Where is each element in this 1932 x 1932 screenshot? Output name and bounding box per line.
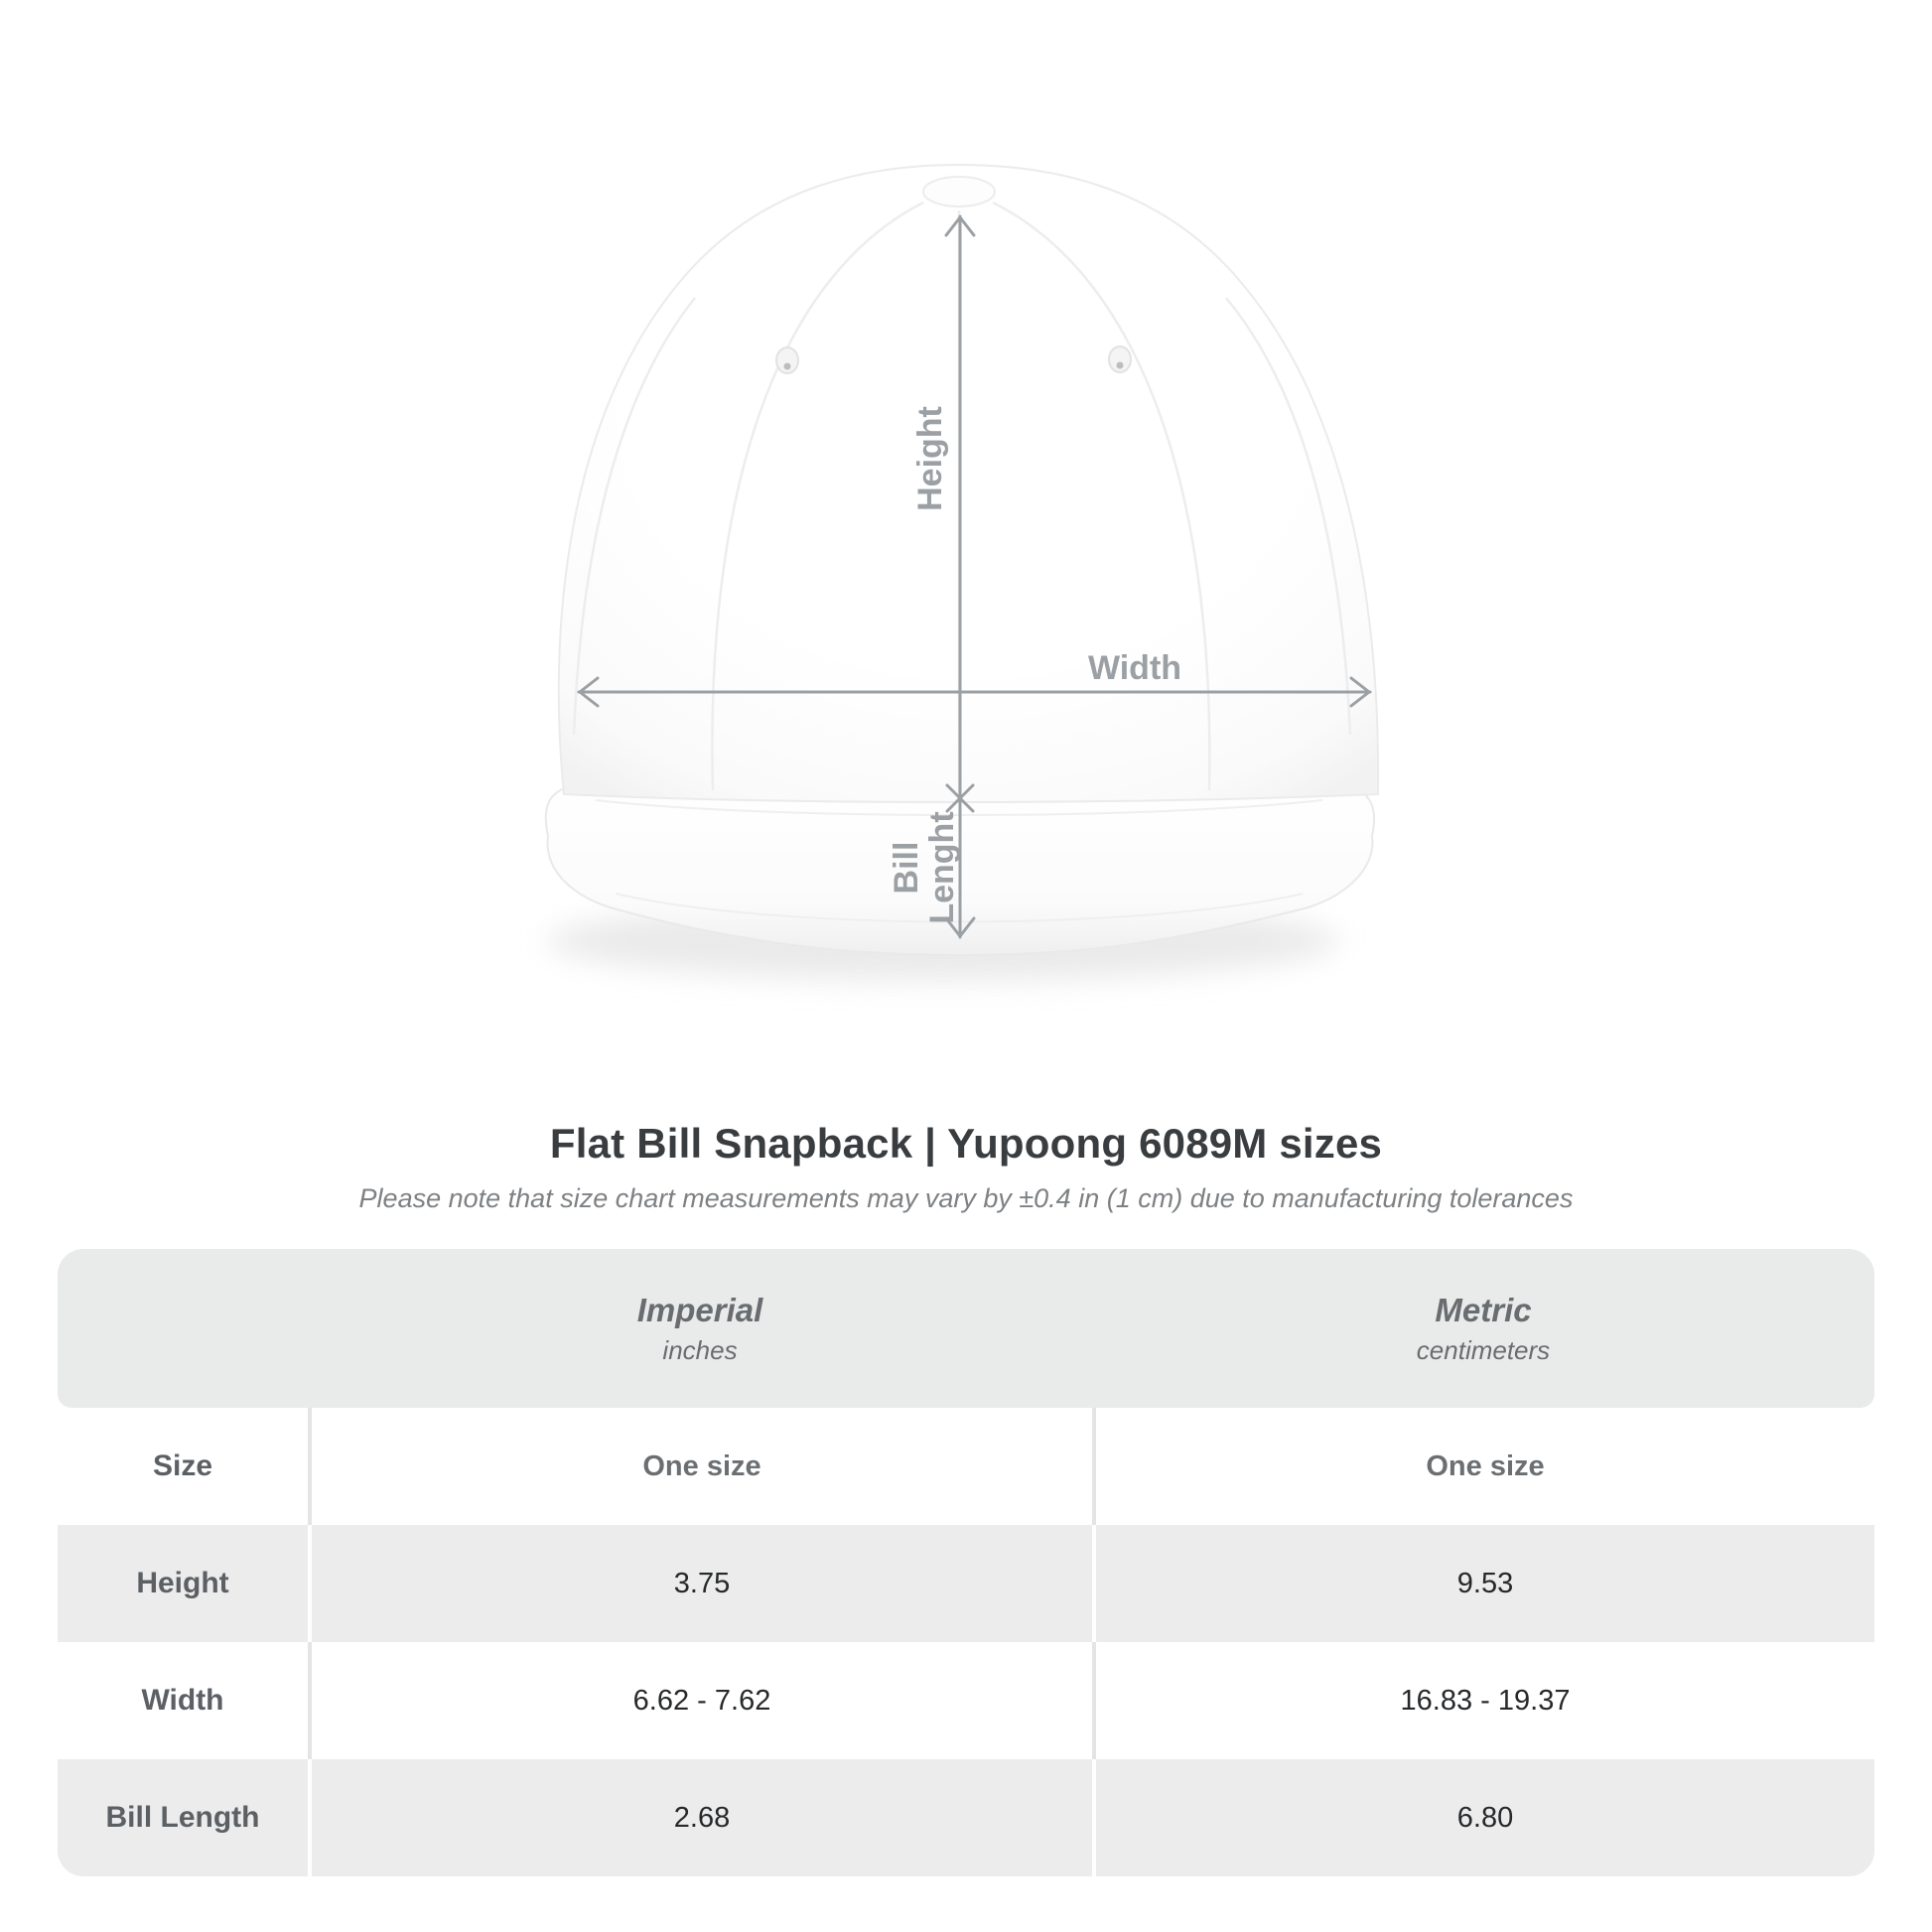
row-label: Height <box>136 1567 229 1599</box>
metric-value-cell <box>1092 1408 1874 1525</box>
imperial-value: 2.68 <box>673 1801 731 1834</box>
right-eyelet <box>1109 346 1131 372</box>
metric-column-title: Metric <box>1435 1291 1532 1328</box>
height-dimension-label: Height <box>911 406 949 511</box>
metric-value: 16.83 - 19.37 <box>1400 1684 1571 1717</box>
table-row-size <box>58 1408 1874 1525</box>
header-spacer-cell <box>58 1249 308 1408</box>
imperial-value-cell <box>308 1525 1092 1642</box>
metric-value: 9.53 <box>1456 1567 1514 1599</box>
size-table <box>58 1249 1874 1876</box>
metric-value-cell <box>1092 1642 1874 1759</box>
hat-crown <box>559 165 1378 802</box>
hat-button <box>923 177 995 207</box>
imperial-column-title: Imperial <box>636 1291 763 1328</box>
imperial-column-unit: inches <box>662 1334 738 1365</box>
page-title: Flat Bill Snapback | Yupoong 6089M sizes <box>549 1120 1383 1167</box>
imperial-value-cell <box>308 1759 1092 1876</box>
row-label: Width <box>141 1684 224 1717</box>
metric-value: 6.80 <box>1456 1801 1514 1834</box>
imperial-value: 3.75 <box>673 1567 731 1599</box>
table-row-height <box>58 1525 1874 1642</box>
imperial-column-header <box>308 1249 1092 1408</box>
imperial-value: One size <box>642 1449 761 1482</box>
tolerance-note: Please note that size chart measurements may vary by ±0.4 in (1 cm) due to manufacturing tolerances <box>358 1183 1574 1213</box>
imperial-value-cell <box>308 1642 1092 1759</box>
metric-column-header <box>1092 1249 1874 1408</box>
width-dimension-label: Width <box>1087 649 1182 687</box>
metric-value-cell <box>1092 1759 1874 1876</box>
left-eyelet <box>776 347 798 373</box>
metric-value: One size <box>1426 1449 1545 1482</box>
bill-length-dimension-label-line1: Bill <box>888 841 925 895</box>
imperial-value-cell <box>308 1408 1092 1525</box>
metric-value-cell <box>1092 1525 1874 1642</box>
row-label: Bill Length <box>105 1801 260 1834</box>
bill-length-dimension-label-line2: Lenght <box>923 811 961 924</box>
table-row-width <box>58 1642 1874 1759</box>
size-table-header <box>58 1249 1874 1408</box>
table-row-bill-length <box>58 1759 1874 1876</box>
row-label: Size <box>152 1449 213 1482</box>
metric-column-unit: centimeters <box>1416 1334 1551 1365</box>
imperial-value: 6.62 - 7.62 <box>632 1684 771 1717</box>
